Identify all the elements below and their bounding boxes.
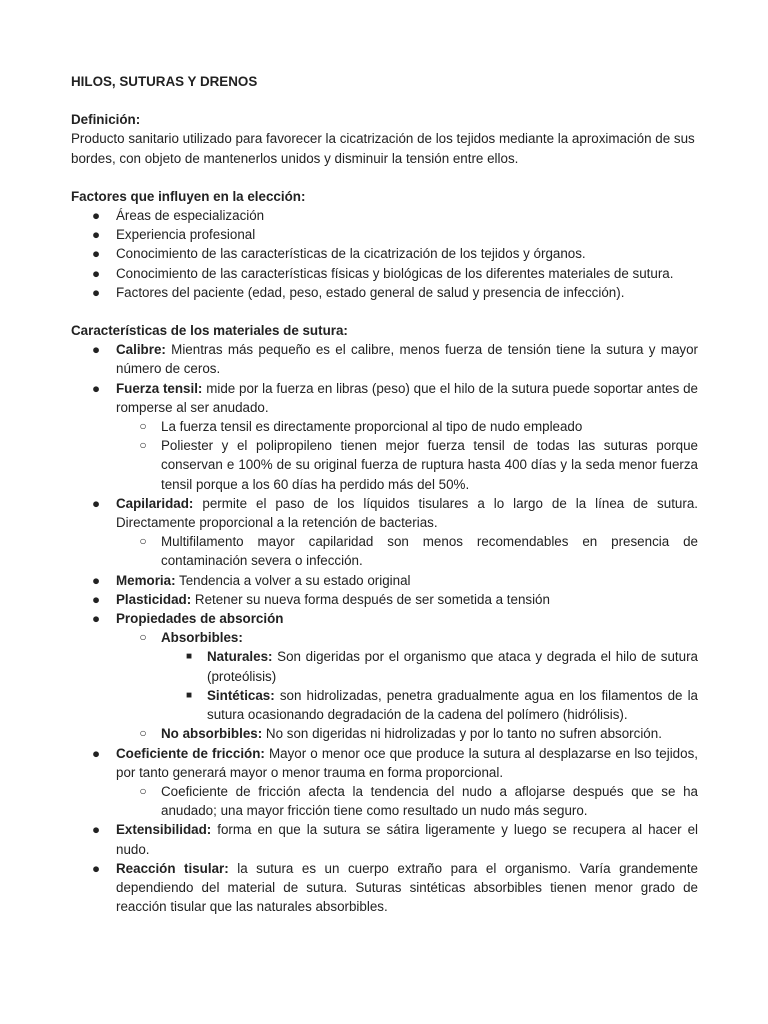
spacer — [71, 91, 698, 110]
bullet-icon: ● — [91, 572, 101, 588]
list-item — [71, 244, 698, 263]
bullet-icon: ● — [91, 380, 101, 396]
document-title: HILOS, SUTURAS Y DRENOS — [71, 74, 258, 89]
bullet-icon: ● — [91, 342, 101, 358]
term-description: la sutura es un cuerpo extraño para el organismo. Varía grandemente dependiendo del material de sutura. Suturas sintéticas absorbibles tienen menor grado de reacción tisular que las naturales absorbibles. — [116, 860, 699, 915]
characteristics-heading: Características de los materiales de sutura: — [71, 323, 348, 339]
term-fuerza-tensil: Fuerza tensil: — [116, 380, 203, 396]
square-bullet-icon: ■ — [185, 651, 193, 663]
factor-text: Factores del paciente (edad, peso, estado general de salud y presencia de infección). — [116, 284, 625, 300]
sub-list-item — [116, 532, 698, 570]
bullet-icon: ● — [91, 227, 101, 243]
list-item — [71, 340, 698, 378]
term-no-absorbibles: No absorbibles: — [161, 726, 263, 742]
spacer — [71, 302, 698, 321]
sub-list — [116, 417, 698, 494]
sub-list-item — [116, 628, 698, 724]
list-item — [71, 609, 698, 743]
list-item — [71, 859, 698, 917]
sub-list-item — [116, 724, 698, 743]
sub-list — [116, 628, 698, 743]
term-description: Son digeridas por el organismo que ataca y degrada el hilo de sutura (proteólisis) — [207, 649, 698, 684]
term-description: forma en que la sutura se sátira ligeramente y luego se recupera al hacer el nudo. — [116, 822, 698, 857]
term-memoria: Memoria: — [116, 572, 176, 588]
list-item — [71, 225, 698, 244]
sub-sub-list-item — [161, 647, 698, 685]
term-description: Retener su nueva forma después de ser sometida a tensión — [191, 591, 550, 607]
term-extensibilidad: Extensibilidad: — [116, 822, 212, 838]
characteristics-list — [71, 340, 698, 916]
square-bullet-icon: ■ — [185, 689, 193, 701]
bullet-icon: ● — [91, 284, 101, 300]
term-description: No son digeridas ni hidrolizadas y por lo tanto no sufren absorción. — [262, 726, 662, 742]
term-naturales: Naturales: — [207, 649, 273, 665]
list-item — [71, 820, 698, 858]
term-plasticidad: Plasticidad: — [116, 591, 192, 607]
circle-bullet-icon: ○ — [139, 726, 147, 741]
list-item — [71, 379, 698, 494]
circle-bullet-icon: ○ — [139, 438, 147, 453]
bullet-icon: ● — [91, 591, 101, 607]
definition-text: Producto sanitario utilizado para favorecer la cicatrización de los tejidos mediante la aproximación de sus bordes, con objeto de mantenerlos unidos y disminuir la tensión entre ellos. — [71, 131, 695, 166]
list-item — [71, 590, 698, 609]
term-description: Tendencia a volver a su estado original — [175, 572, 411, 588]
sub-sub-list-item — [161, 686, 698, 724]
document-page — [71, 72, 698, 916]
circle-bullet-icon: ○ — [139, 534, 147, 549]
circle-bullet-icon: ○ — [139, 630, 147, 645]
term-absorbibles: Absorbibles: — [161, 630, 243, 646]
bullet-icon: ● — [91, 495, 101, 511]
circle-bullet-icon: ○ — [139, 783, 147, 798]
spacer — [71, 168, 698, 187]
sub-list-item — [116, 436, 698, 494]
sub-list — [116, 532, 698, 570]
term-capilaridad: Capilaridad: — [116, 495, 194, 511]
bullet-icon: ● — [91, 822, 101, 838]
sub-list — [116, 782, 698, 820]
list-item — [71, 283, 698, 302]
term-description: mide por la fuerza en libras (peso) que el hilo de la sutura puede soportar antes de romperse al ser anudado. — [116, 380, 698, 415]
factor-text: Áreas de especialización — [116, 208, 265, 224]
sub-list-item — [116, 417, 698, 436]
sub-list-item — [116, 782, 698, 820]
sub-text: Multifilamento mayor capilaridad son menos recomendables en presencia de contaminación severa o infección. — [161, 534, 698, 569]
term-sinteticas: Sintéticas: — [207, 687, 275, 703]
list-item — [71, 744, 698, 821]
term-reaccion-tisular: Reacción tisular: — [116, 860, 229, 876]
term-description: son hidrolizadas, penetra gradualmente agua en los filamentos de la sutura ocasionando degradación de la cadena del polímero (hidrólisis). — [207, 687, 698, 723]
list-item — [71, 264, 698, 283]
circle-bullet-icon: ○ — [139, 419, 147, 434]
factor-text: Conocimiento de las características físicas y biológicas de los diferentes materiales de sutura. — [116, 265, 674, 281]
term-coeficiente-friccion: Coeficiente de fricción: — [116, 745, 265, 761]
definition-heading: Definición: — [71, 112, 141, 128]
sub-sub-list — [161, 647, 698, 724]
sub-text: Poliester y el polipropileno tienen mejor fuerza tensil de todas las suturas porque conservan e 100% de su original fuerza de ruptura hasta 400 días y la seda menor fuerza tensil porque a los 60 días ha perdido más del 50%. — [161, 438, 698, 492]
bullet-icon: ● — [91, 246, 101, 262]
list-item — [71, 494, 698, 571]
factors-list — [71, 206, 698, 302]
sub-text: La fuerza tensil es directamente proporcional al tipo de nudo empleado — [161, 419, 583, 435]
term-description: Mayor o menor oce que produce la sutura al desplazarse en lso tejidos, por tanto generará mayor o menor trauma en forma proporcional. — [116, 745, 698, 780]
term-description: Mientras más pequeño es el calibre, menos fuerza de tensión tiene la sutura y mayor número de ceros. — [116, 342, 698, 377]
bullet-icon: ● — [91, 208, 101, 224]
factors-heading: Factores que influyen en la elección: — [71, 188, 306, 204]
list-item — [71, 206, 698, 225]
list-item — [71, 571, 698, 590]
sub-text: Coeficiente de fricción afecta la tendencia del nudo a aflojarse después que se ha anudado; una mayor fricción tiene como resultado un nudo más seguro. — [161, 783, 698, 819]
bullet-icon: ● — [91, 745, 101, 761]
factor-text: Experiencia profesional — [116, 227, 256, 243]
bullet-icon: ● — [91, 611, 101, 627]
bullet-icon: ● — [91, 265, 101, 281]
term-calibre: Calibre: — [116, 342, 166, 358]
term-propiedades-absorcion: Propiedades de absorción — [116, 611, 284, 627]
factor-text: Conocimiento de las características de la cicatrización de los tejidos y órganos. — [116, 246, 586, 262]
bullet-icon: ● — [91, 860, 101, 876]
term-description: permite el paso de los líquidos tisulares a lo largo de la línea de sutura. Directamente proporcional a la retención de bacterias. — [116, 495, 698, 531]
